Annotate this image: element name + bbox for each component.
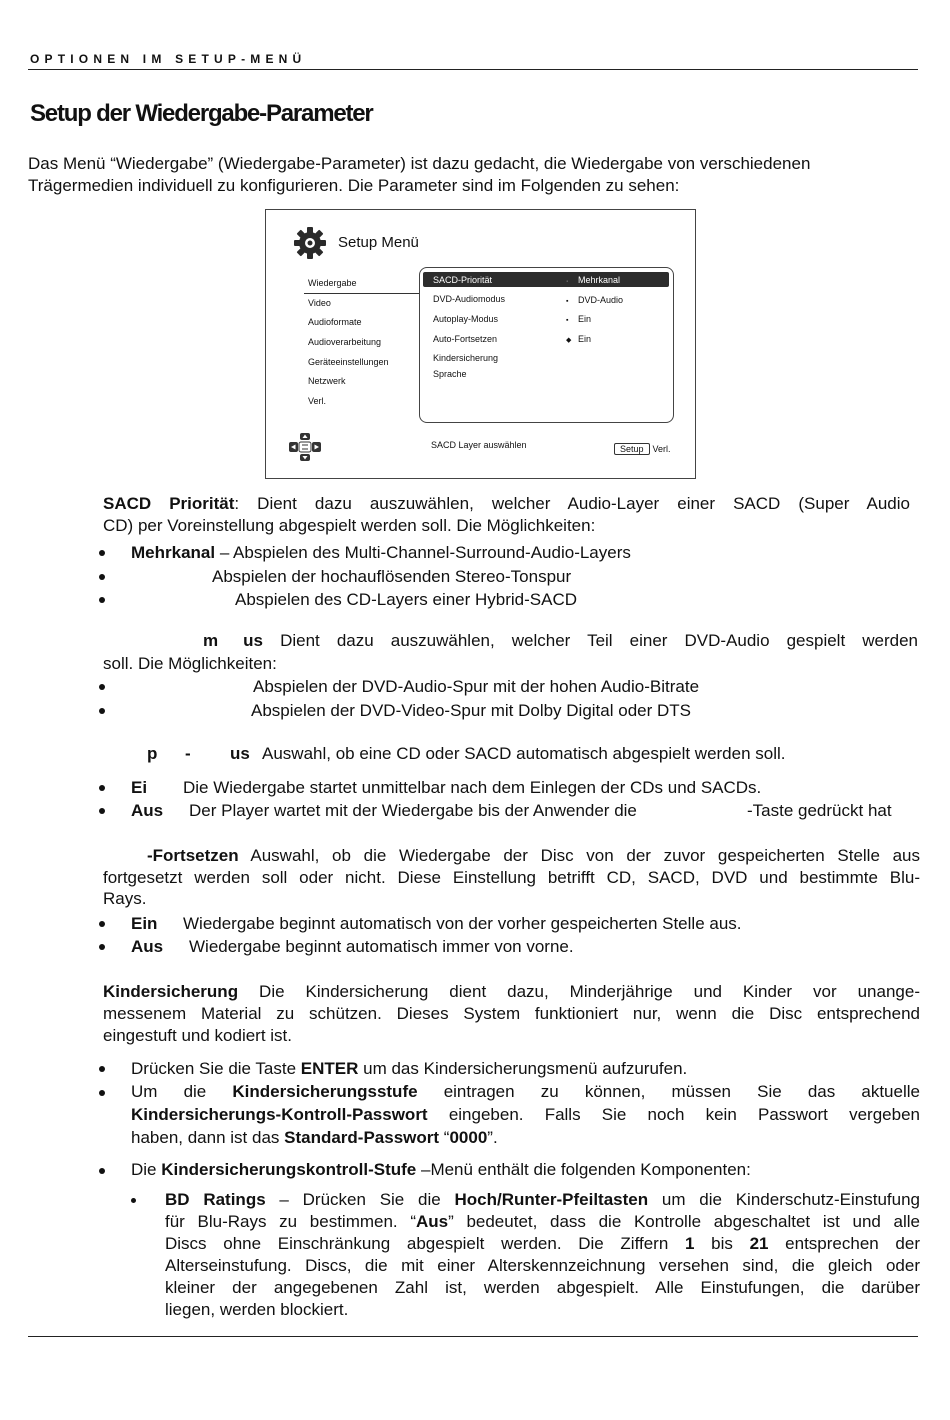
- bullet: [99, 808, 105, 814]
- bullet: [99, 684, 105, 690]
- bullet: [99, 597, 105, 603]
- page-title: Setup der Wiedergabe-Parameter: [30, 100, 373, 127]
- setting-sprache[interactable]: Sprache: [433, 369, 467, 379]
- setup-exit-hint: Setup Verl.: [614, 444, 671, 454]
- bd-ratings-line5: kleiner der angegebenen Zahl ist, werden abgespielt. Alle Einstufungen, die darüber: [165, 1278, 920, 1297]
- bd-ratings-line4: Alterseinstufung. Discs, die mit einer Alterskennzeichnung versehen sind, die gleich oder: [165, 1256, 920, 1275]
- resume-option-off-text: Wiedergabe beginnt automatisch immer von vorne.: [189, 937, 574, 956]
- setting-value-dvd[interactable]: ▪ DVD-Audio: [566, 295, 624, 305]
- setup-menu-screenshot: [265, 209, 696, 479]
- bullet: [99, 574, 105, 580]
- menu-item-netzwerk[interactable]: Netzwerk: [308, 376, 346, 387]
- menu-item-wiedergabe[interactable]: Wiedergabe: [308, 278, 357, 288]
- setting-sacd-prioritaet[interactable]: SACD-Priorität: [433, 275, 493, 285]
- setup-menu-hint: SACD Layer auswählen: [431, 440, 527, 450]
- bullet: [99, 550, 105, 556]
- menu-item-audioformate[interactable]: Audioformate: [308, 317, 362, 328]
- parental-description-line1: Kindersicherung Die Kindersicherung dient dazu, Minderjährige und Kinder vor unange-: [103, 982, 920, 1001]
- bullet: [99, 1066, 105, 1072]
- bd-ratings-line3: Discs ohne Einschränkung abgespielt werden. Die Ziffern 1 bis 21 entsprechen der: [165, 1234, 920, 1253]
- setting-dvd-audiomodus[interactable]: DVD-Audiomodus: [433, 294, 506, 304]
- dvd-description-line1: m us Dient dazu auszuwählen, welcher Teil einer DVD-Audio gespielt werden: [203, 631, 918, 650]
- parental-description-line2: messenem Material zu schützen. Dieses System funktioniert nur, wenn die Disc entsprechend: [103, 1004, 920, 1023]
- dvd-option-video: Abspielen der DVD-Video-Spur mit Dolby Digital oder DTS: [251, 701, 691, 720]
- autoplay-option-on-text: Die Wiedergabe startet unmittelbar nach dem Einlegen der CDs und SACDs.: [183, 778, 762, 797]
- footer-rule: [28, 1336, 918, 1337]
- setting-kindersicherung[interactable]: Kindersicherung: [433, 353, 499, 363]
- parental-step-enter: Drücken Sie die Taste ENTER um das Kindersicherungsmenü aufzurufen.: [131, 1059, 688, 1078]
- bullet: [99, 708, 105, 714]
- menu-item-video[interactable]: Video: [308, 297, 331, 308]
- sacd-option-multichannel: Mehrkanal – Abspielen des Multi-Channel-Surround-Audio-Layers: [131, 543, 631, 562]
- sacd-description-line1: SACD Priorität: Dient dazu auszuwählen, welcher Audio-Layer einer SACD (Super Audio: [103, 494, 910, 513]
- autoplay-term-p: p: [147, 744, 158, 763]
- setting-value-autoplay[interactable]: ▪ Ein: [566, 314, 592, 324]
- bd-ratings-line1: BD Ratings – Drücken Sie die Hoch/Runter-Pfeiltasten um die Kinderschutz-Einstufung: [165, 1190, 920, 1209]
- resume-description-line3: Rays.: [103, 889, 147, 908]
- bullet: [99, 785, 105, 791]
- gear-icon: [292, 225, 328, 261]
- autoplay-description: Auswahl, ob eine CD oder SACD automatisch abgespielt werden soll.: [262, 744, 786, 763]
- resume-description-line2: fortgesetzt werden soll oder nicht. Diese Einstellung betrifft CD, SACD, DVD und bestimmte Blu-: [103, 868, 920, 887]
- intro-paragraph: Das Menü “Wiedergabe” (Wiedergabe-Parameter) ist dazu gedacht, die Wiedergabe von verschiedenen Trägermedien individuell zu konfigurieren. Die Parameter sind im Folgenden zu sehen:: [28, 154, 811, 195]
- parental-step-password-line2: Kindersicherungs-Kontroll-Passwort eingeben. Falls Sie noch kein Passwort vergeben: [131, 1105, 920, 1124]
- sub-bullet: [131, 1198, 136, 1203]
- parental-description-line3: eingestuft und kodiert ist.: [103, 1026, 293, 1045]
- parental-step-password-line1: Um die Kindersicherungsstufe eintragen zu können, müssen Sie das aktuelle: [131, 1082, 920, 1101]
- parental-step-password-line3: haben, dann ist das Standard-Passwort “0000”.: [131, 1128, 498, 1147]
- autoplay-option-off-text: Der Player wartet mit der Wiedergabe bis der Anwender die: [189, 801, 637, 820]
- setting-autoplay-modus[interactable]: Autoplay-Modus: [433, 314, 499, 324]
- autoplay-option-off-tail: -Taste gedrückt hat: [747, 801, 892, 820]
- resume-option-on-text: Wiedergabe beginnt automatisch von der vorher gespeicherten Stelle aus.: [183, 914, 742, 933]
- bullet: [99, 921, 105, 927]
- autoplay-option-off-term: Aus: [131, 801, 164, 820]
- autoplay-option-on-term: Ei: [131, 778, 148, 797]
- menu-item-verl[interactable]: Verl.: [308, 396, 327, 407]
- menu-item-audioverarbeitung[interactable]: Audioverarbeitung: [308, 337, 382, 348]
- remote-navigation-icon: [288, 432, 322, 462]
- autoplay-term-dash: -: [185, 744, 191, 763]
- bullet: [99, 1168, 105, 1174]
- bullet: [99, 1090, 105, 1096]
- bd-ratings-line6: liegen, werden blockiert.: [165, 1300, 349, 1319]
- sacd-option-stereo: Abspielen der hochauflösenden Stereo-Tonspur: [212, 567, 572, 586]
- resume-option-off-term: Aus: [131, 937, 164, 956]
- resume-description-line1: -Fortsetzen Auswahl, ob die Wiedergabe der Disc von der zuvor gespeicherten Stelle aus: [147, 846, 920, 865]
- selected-category-line: [304, 293, 420, 294]
- autoplay-term-us: us: [230, 744, 250, 763]
- sacd-description-line2: CD) per Voreinstellung abgespielt werden soll. Die Möglichkeiten:: [103, 516, 596, 535]
- settings-panel: [419, 267, 674, 423]
- setup-button[interactable]: Setup: [614, 443, 650, 455]
- setting-value-resume[interactable]: ◆ Ein: [566, 334, 592, 344]
- setup-menu-title: Setup Menü: [338, 234, 419, 251]
- setting-auto-fortsetzen[interactable]: Auto-Fortsetzen: [433, 334, 498, 344]
- bd-ratings-line2: für Blu-Rays zu bestimmen. “Aus” bedeutet, dass die Kontrolle abgeschaltet ist und alle: [165, 1212, 920, 1231]
- dvd-description-line2: soll. Die Möglichkeiten:: [103, 654, 277, 673]
- header-rule: [28, 69, 918, 70]
- running-header: OPTIONEN IM SETUP-MENÜ: [30, 52, 307, 66]
- parental-step-components: Die Kindersicherungskontroll-Stufe –Menü enthält die folgenden Komponenten:: [131, 1160, 751, 1179]
- dvd-option-audio: Abspielen der DVD-Audio-Spur mit der hohen Audio-Bitrate: [253, 677, 700, 696]
- setting-value-sacd[interactable]: · Mehrkanal: [566, 275, 621, 285]
- sacd-option-cd: Abspielen des CD-Layers einer Hybrid-SACD: [235, 590, 578, 609]
- menu-item-geraeteeinstellungen[interactable]: Geräteeinstellungen: [308, 356, 389, 367]
- setup-menu-categories: [308, 277, 389, 415]
- resume-option-on-term: Ein: [131, 914, 158, 933]
- bullet: [99, 944, 105, 950]
